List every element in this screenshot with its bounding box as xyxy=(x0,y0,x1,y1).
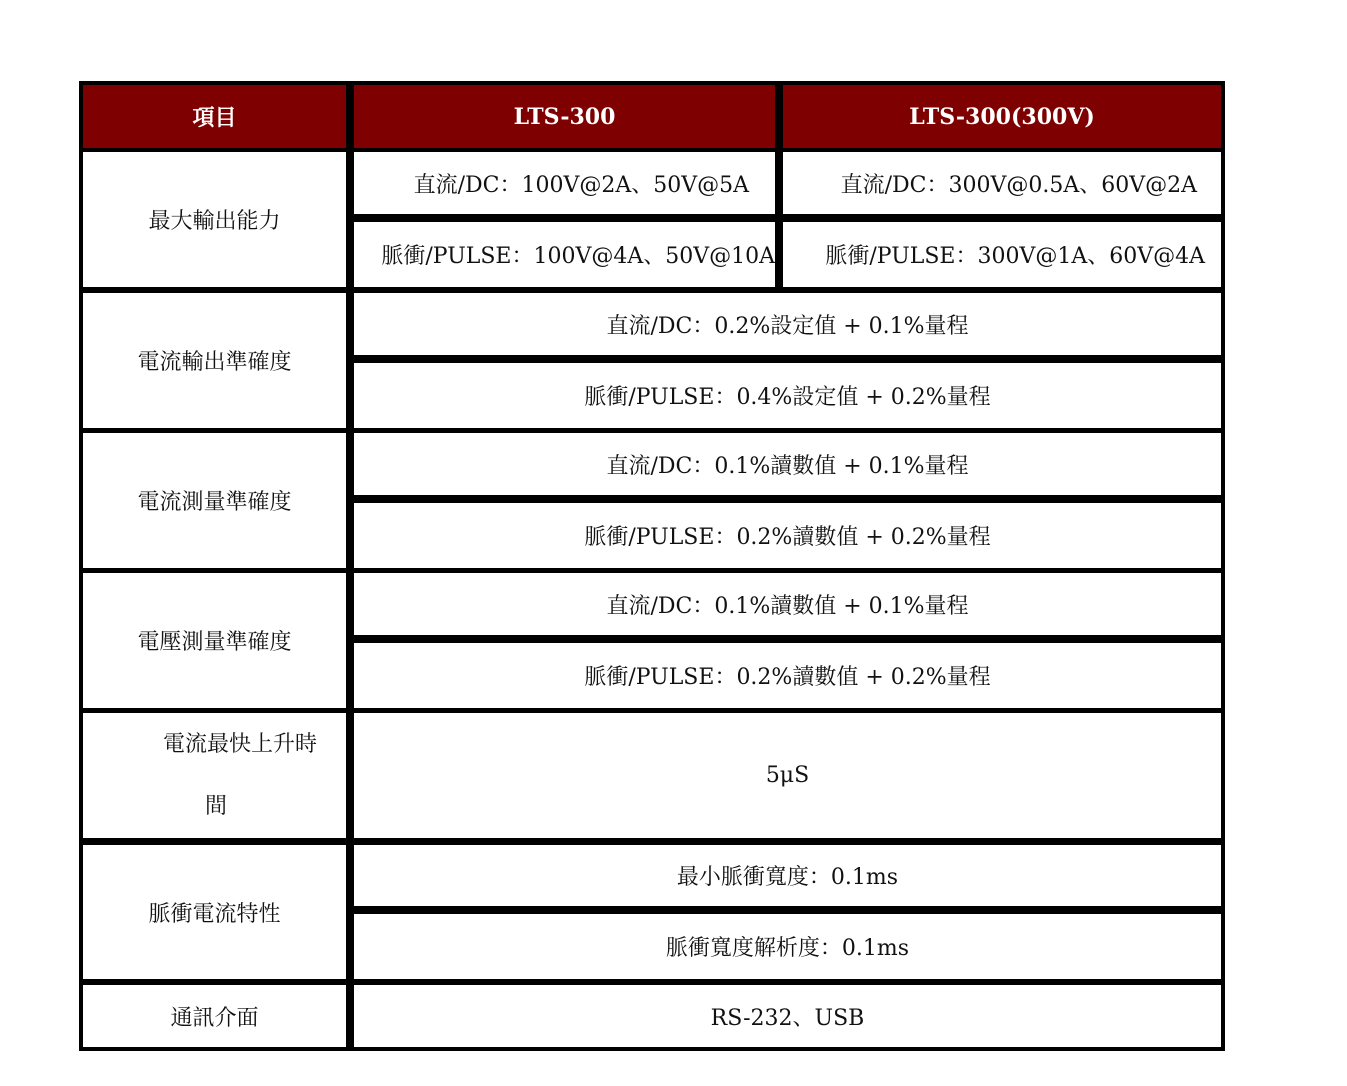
header-lts300: LTS-300 xyxy=(354,85,775,148)
max-output-pulse-lts300: 脈衝/PULSE：100V@4A、50V@10A xyxy=(354,222,775,287)
label-max-output: 最大輸出能力 xyxy=(83,152,346,287)
label-voltage-measure-accuracy: 電壓測量準確度 xyxy=(83,573,346,708)
label-pulse-current: 脈衝電流特性 xyxy=(83,845,346,979)
label-interface: 通訊介面 xyxy=(83,985,346,1047)
interface-value: RS-232、USB xyxy=(354,985,1221,1047)
current-measure-accuracy-pulse: 脈衝/PULSE：0.2%讀數值 + 0.2%量程 xyxy=(354,503,1221,568)
header-lts300-300v: LTS-300(300V) xyxy=(783,85,1221,148)
label-rise-time-line1: 電流最快上升時 xyxy=(163,731,318,757)
header-item: 項目 xyxy=(83,85,346,148)
label-current-output-accuracy: 電流輸出準確度 xyxy=(83,293,346,428)
spec-table xyxy=(79,81,1225,1051)
current-output-accuracy-pulse: 脈衝/PULSE：0.4%設定值 + 0.2%量程 xyxy=(354,363,1221,428)
max-output-dc-lts300-300v: 直流/DC：300V@0.5A、60V@2A xyxy=(783,152,1221,214)
pulse-min-width: 最小脈衝寬度：0.1ms xyxy=(354,845,1221,906)
label-current-measure-accuracy: 電流測量準確度 xyxy=(83,433,346,568)
voltage-measure-accuracy-pulse: 脈衝/PULSE：0.2%讀數值 + 0.2%量程 xyxy=(354,643,1221,708)
current-measure-accuracy-dc: 直流/DC：0.1%讀數值 + 0.1%量程 xyxy=(354,433,1221,495)
max-output-pulse-lts300-300v: 脈衝/PULSE：300V@1A、60V@4A xyxy=(783,222,1221,287)
current-output-accuracy-dc: 直流/DC：0.2%設定值 + 0.1%量程 xyxy=(354,293,1221,355)
label-rise-time-line2: 間 xyxy=(205,793,228,819)
label-rise-time xyxy=(83,713,346,838)
rise-time-value: 5μS xyxy=(354,713,1221,838)
voltage-measure-accuracy-dc: 直流/DC：0.1%讀數值 + 0.1%量程 xyxy=(354,573,1221,635)
max-output-dc-lts300: 直流/DC：100V@2A、50V@5A xyxy=(354,152,775,214)
pulse-width-resolution: 脈衝寬度解析度：0.1ms xyxy=(354,914,1221,979)
